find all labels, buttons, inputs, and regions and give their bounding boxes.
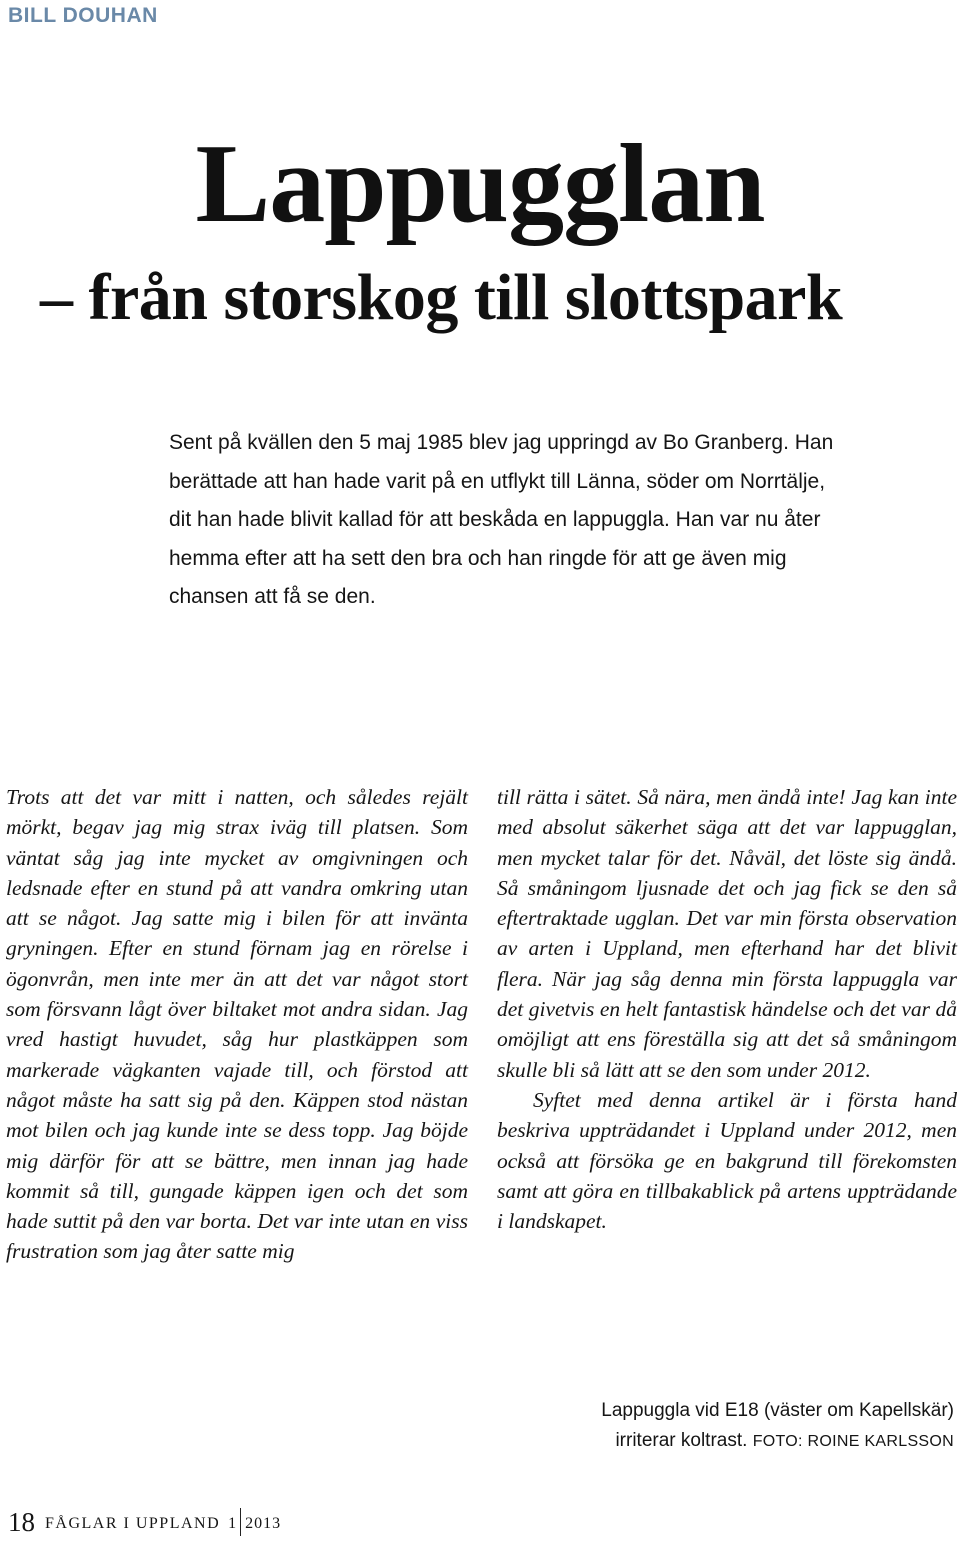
- caption-line: Lappuggla vid E18 (väster om Kapellskär): [601, 1400, 954, 1421]
- body-paragraph: Syftet med denna artikel är i första hand beskriva uppträdandet i Uppland under 2012, men också att försöka ge en bakgrund till förekomsten samt att göra en tillbakablick på artens uppträdande i landskapet.: [497, 1087, 957, 1234]
- article-subtitle: – från storskog till slottspark: [40, 261, 843, 334]
- caption-line-with-credit: [534, 1426, 954, 1457]
- photo-credit: FOTO: ROINE KARLSSON: [752, 1433, 954, 1450]
- issue-number: 1: [228, 1515, 237, 1532]
- journal-name: FÅGLAR I UPPLAND: [45, 1515, 221, 1532]
- page-number: 18: [8, 1507, 35, 1537]
- body-paragraph: Trots att det var mitt i natten, och således rejält mörkt, begav jag mig strax iväg till platsen. Som väntat såg jag inte mycket av omgivningen och ledsnade efter en stund på att vandra omkring utan att se något. Jag satte mig i bilen för att invänta gryningen. Efter en stund förnam jag en rörelse i ögonvrån, men inte mer än att det var något stort som försvann lågt över biltaket mot andra sidan. Jag vred hastigt huvudet, såg hur plastkäppen som markerade vägkanten vajade till, och förstod att något måste ha satt sig på den. Käppen stod nästan mot bilen och jag kunde inte se dess topp. Jag böjde mig därför för att se bättre, men innan jag hade kommit så till, gungade käppen igen och det som hade suttit på den var borta. Det var inte utan en viss frustration som jag åter satte mig: [6, 785, 468, 1264]
- caption-text: irriterar koltrast.: [615, 1430, 748, 1451]
- ingress-paragraph: Sent på kvällen den 5 maj 1985 blev jag uppringd av Bo Granberg. Han berättade att han hade varit på en utflykt till Länna, söder om Norrtälje, dit han hade blivit kallad för att beskåda en lappuggla. Han var nu åter hemma efter att ha sett den bra och han ringde för att ge även mig chansen att få se den.: [169, 431, 834, 608]
- footer-divider: [240, 1508, 241, 1536]
- author-name: BILL DOUHAN: [8, 4, 158, 27]
- body-paragraph: till rätta i sätet. Så nära, men ändå inte! Jag kan inte med absolut säkerhet säga att det var lappugglan, men mycket talar för det. Nåväl, det löste sig ändå. Så småningom ljusnade det och jag fick se den så eftertraktade ugglan. Det var min första observation av arten i Uppland, men efterhand har det blivit flera. När jag såg denna min första lappuggla var det givetvis en helt fantastisk händelse och det var då omöjligt att ens föreställa sig att det så småningom skulle bli så lätt att se den som under 2012.: [497, 785, 957, 1082]
- body-column-left: [6, 782, 468, 1267]
- body-column-right: [497, 782, 957, 1236]
- page-footer: [8, 1508, 281, 1536]
- issue-year: 2013: [245, 1515, 282, 1532]
- photo-caption: [534, 1396, 954, 1457]
- article-ingress: [169, 424, 839, 617]
- article-title: Lappugglan: [195, 122, 765, 246]
